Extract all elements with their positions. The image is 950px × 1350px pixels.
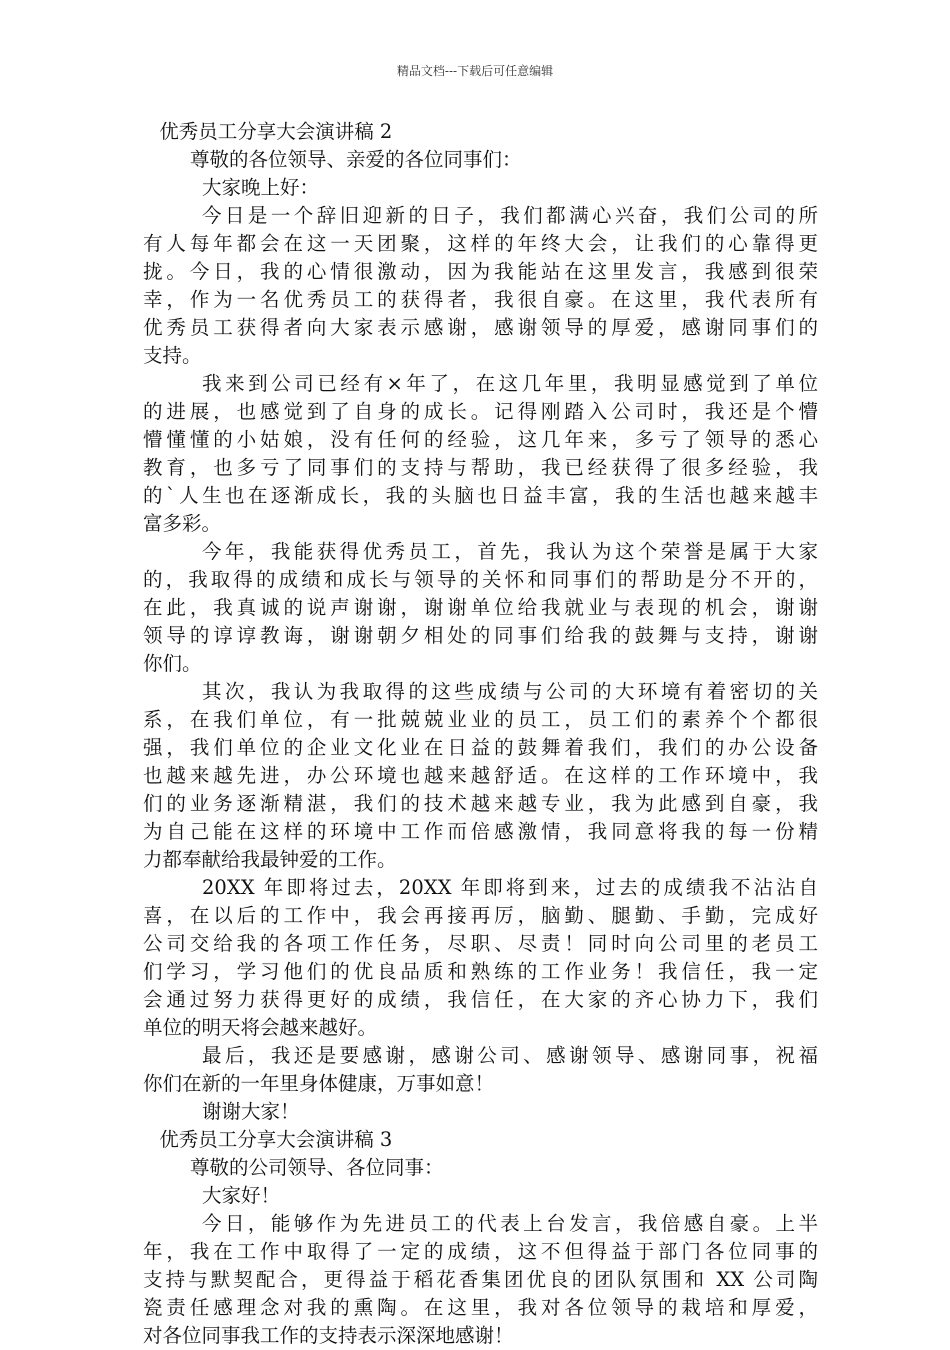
text-line: 支持与默契配合，更得益于稻花香集团优良的团队氛围和 XX 公司陶 [143, 1268, 818, 1291]
text-line: 今日是一个辞旧迎新的日子，我们都满心兴奋，我们公司的所 [202, 204, 818, 227]
text-line: 今日，能够作为先进员工的代表上台发言，我倍感自豪。上半 [202, 1212, 818, 1235]
text-line: 拢。今日，我的心情很激动，因为我能站在这里发言，我感到很荣 [143, 260, 818, 283]
text-line: 系，在我们单位，有一批兢兢业业的员工，员工们的素养个个都很 [143, 708, 818, 731]
text-line: 最后，我还是要感谢，感谢公司、感谢领导、感谢同事，祝福 [202, 1044, 818, 1067]
text-line: 在此，我真诚的说声谢谢，谢谢单位给我就业与表现的机会，谢谢 [143, 596, 818, 619]
text-line: 会通过努力获得更好的成绩，我信任，在大家的齐心协力下，我们 [143, 988, 818, 1011]
text-line: 教育，也多亏了同事们的支持与帮助，我已经获得了很多经验，我 [143, 456, 818, 479]
text-line: 为自己能在这样的环境中工作而倍感激情，我同意将我的每一份精 [143, 820, 818, 843]
text-line: 谢谢大家！ [202, 1100, 300, 1123]
text-line: 单位的明天将会越来越好。 [143, 1016, 378, 1039]
document-body [143, 118, 818, 1350]
text-line: 领导的谆谆教诲，谢谢朝夕相处的同事们给我的鼓舞与支持，谢谢 [143, 624, 818, 647]
text-line: 富多彩。 [143, 512, 222, 535]
text-line: 们的业务逐渐精湛，我们的技术越来越专业，我为此感到自豪，我 [143, 792, 818, 815]
text-line: 懵懂懂的小姑娘，没有任何的经验，这几年来，多亏了领导的悉心 [143, 428, 818, 451]
text-line: 公司交给我的各项工作任务，尽职、尽责！同时向公司里的老员工 [143, 932, 818, 955]
text-line: 你们在新的一年里身体健康，万事如意！ [143, 1072, 495, 1095]
text-line: 喜，在以后的工作中，我会再接再厉，脑勤、腿勤、手勤，完成好 [143, 904, 818, 927]
text-line: 们学习，学习他们的优良品质和熟练的工作业务！我信任，我一定 [143, 960, 818, 983]
text-line: 优秀员工分享大会演讲稿 3 [153, 1128, 393, 1151]
text-line: 有人每年都会在这一天团聚，这样的年终大会，让我们的心靠得更 [143, 232, 818, 255]
text-line: 支持。 [143, 344, 202, 367]
text-line: 瓷责任感理念对我的熏陶。在这里，我对各位领导的栽培和厚爱， [143, 1296, 818, 1319]
text-line: 20XX 年即将过去，20XX 年即将到来，过去的成绩我不沾沾自 [202, 876, 818, 899]
text-line: 幸，作为一名优秀员工的获得者，我很自豪。在这里，我代表所有 [143, 288, 818, 311]
text-line: 优秀员工获得者向大家表示感谢，感谢领导的厚爱，感谢同事们的 [143, 316, 818, 339]
text-line: 我来到公司已经有×年了，在这几年里，我明显感觉到了单位 [202, 372, 818, 395]
text-line: 年，我在工作中取得了一定的成绩，这不但得益于部门各位同事的 [143, 1240, 818, 1263]
text-line: 其次，我认为我取得的这些成绩与公司的大环境有着密切的关 [202, 680, 818, 703]
text-line: 大家好！ [202, 1184, 281, 1207]
text-line: 你们。 [143, 652, 202, 675]
text-line: 优秀员工分享大会演讲稿 2 [153, 120, 393, 143]
text-line: 力都奉献给我最钟爱的工作。 [143, 848, 397, 871]
page-header: 精品文档---下载后可任意编辑 [396, 64, 554, 78]
text-line: 也越来越先进，办公环境也越来越舒适。在这样的工作环境中，我 [143, 764, 818, 787]
text-line: 的，我取得的成绩和成长与领导的关怀和同事们的帮助是分不开的， [143, 568, 818, 591]
text-line: 尊敬的各位领导、亲爱的各位同事们： [190, 148, 522, 171]
text-line: 的进展，也感觉到了自身的成长。记得刚踏入公司时，我还是个懵 [143, 400, 818, 423]
text-line: 尊敬的公司领导、各位同事： [190, 1156, 444, 1179]
text-line: 大家晚上好： [202, 176, 320, 199]
text-line: 强，我们单位的企业文化业在日益的鼓舞着我们，我们的办公设备 [143, 736, 818, 759]
text-line: 对各位同事我工作的支持表示深深地感谢！ [143, 1324, 514, 1347]
text-line: 的`人生也在逐渐成长，我的头脑也日益丰富，我的生活也越来越丰 [143, 484, 818, 507]
text-line: 今年，我能获得优秀员工，首先，我认为这个荣誉是属于大家 [202, 540, 818, 563]
